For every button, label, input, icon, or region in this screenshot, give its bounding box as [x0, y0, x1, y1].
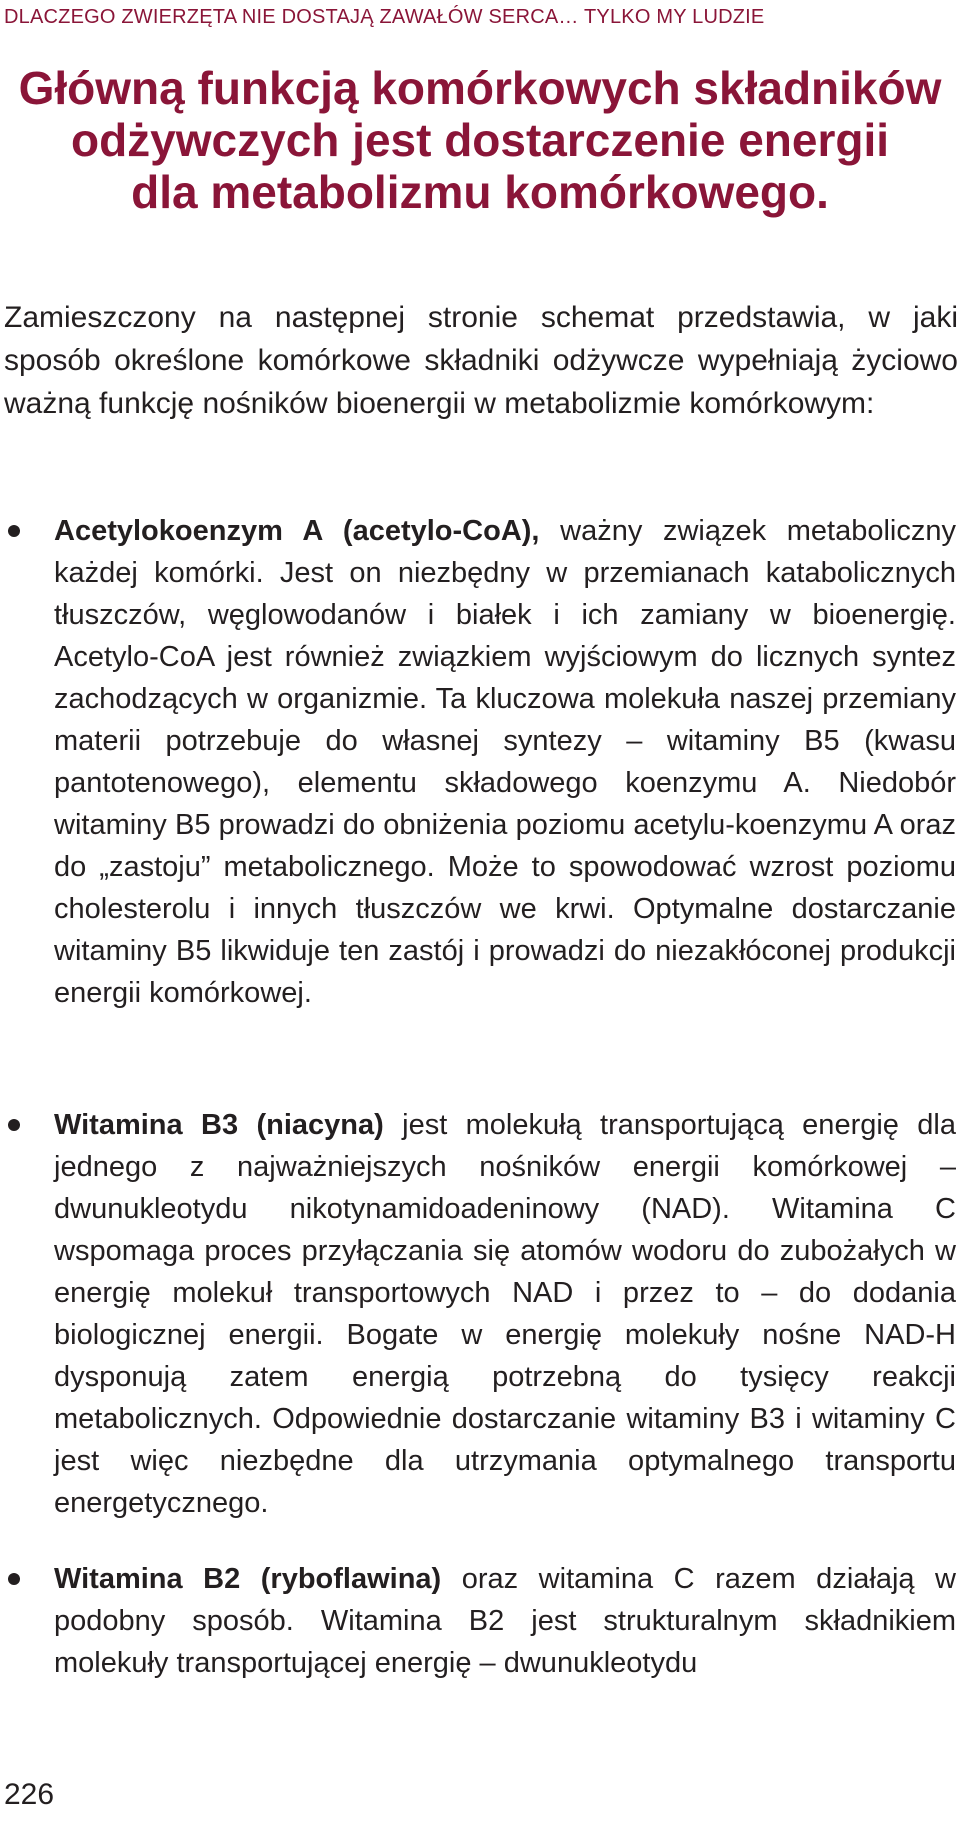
running-head: DLACZEGO ZWIERZĘTA NIE DOSTAJĄ ZAWAŁÓW SERCA… TYLKO MY LUDZIE [4, 6, 765, 28]
list-item-body: oraz witamina C razem działają w podobny sposób. Witamina B2 jest strukturalnym składnikiem molekuły transportującej energię – dwunukleotydu [54, 1563, 956, 1679]
chapter-headline [0, 62, 960, 218]
headline-line-1: Główną funkcją komórkowych składników [18, 62, 942, 114]
bullet-dot-icon [8, 1119, 20, 1131]
list-item-body: ważny związek metaboliczny każdej komórki. Jest on niezbędny w przemianach katabolicznych tłuszczów, węglowodanów i białek i ich zamiany w bioenergię. Acetylo-CoA jest również związkiem wyjściowym do licznych syntez zachodzących w organizmie. Ta kluczowa molekuła naszej przemiany materii potrzebuje do własnej syntezy – witaminy B5 (kwasu pantotenowego), elementu składowego koenzymu A. Niedobór witaminy B5 prowadzi do obniżenia poziomu acetylu-koenzymu A oraz do „zastoju” metabolicznego. Może to spowodować wzrost poziomu cholesterolu i innych tłuszczów we krwi. Optymalne dostarczanie witaminy B5 likwiduje ten zastój i prowadzi do niezakłóconej produkcji energii komórkowej. [54, 515, 956, 1009]
list-item-text [54, 510, 956, 1014]
list-item-body: jest molekułą transportującą energię dla jednego z najważniejszych nośników energii komórkowej – dwunukleotydu nikotynamidoadeninowy (NAD). Witamina C wspomaga proces przyłączania się atomów wodoru do zubożałych w energię molekuł transportowych NAD i przez to – do dodania biologicznej energii. Bogate w energię molekuły nośne NAD-H dysponują zatem energią potrzebną do tysięcy reakcji metabolicznych. Odpowiednie dostarczanie witaminy B3 i witaminy C jest więc niezbędne dla utrzymania optymalnego transportu energetycznego. [54, 1109, 956, 1519]
bullet-dot-icon [8, 1573, 20, 1585]
headline-line-3: dla metabolizmu komórkowego. [131, 166, 829, 218]
headline-line-2: odżywczych jest dostarczenie energii [70, 114, 890, 166]
intro-paragraph: Zamieszczony na następnej stronie schemat przedstawia, w jaki sposób określone komórkowe składniki odżywcze wypełniają życiowo ważną funkcję nośników bioenergii w metabolizmie komórkowym: [4, 301, 958, 420]
bullet-dot-icon [8, 525, 20, 537]
list-item-text [54, 1104, 956, 1524]
list-item-term: Acetylokoenzym A (acetylo-CoA), [54, 515, 540, 547]
list-item-text [54, 1558, 956, 1684]
list-item-term: Witamina B3 (niacyna) [54, 1109, 384, 1141]
list-item-term: Witamina B2 (ryboflawina) [54, 1563, 442, 1595]
page-number: 226 [4, 1778, 55, 1811]
